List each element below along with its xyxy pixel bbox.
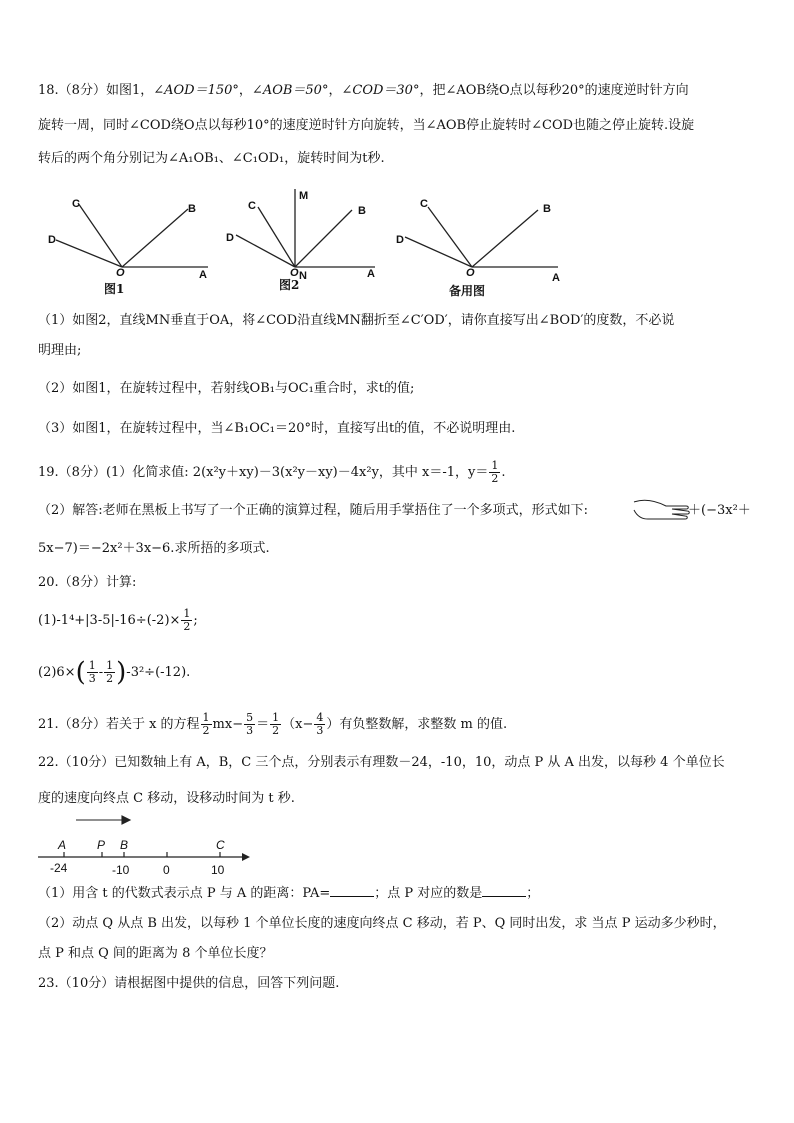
q20-title: 20.（8分）计算:: [38, 575, 137, 590]
q22-line1: 22.（10分）已知数轴上有 A，B，C 三个点，分别表示有理数－24，-10，10，动点 P 从 A 出发，以每秒 4 个单位长: [38, 755, 725, 770]
q21-line: 21.（8分）若关于 x 的方程 $\frac{1}{2}$ mx− $\frac{5}{3}$ ＝ $\frac{1}{2}$ （x− $\frac{4}{3}$ ）有负整数解，求整数 m 的值.: [38, 711, 508, 737]
figure-1-caption: 图1: [104, 282, 125, 296]
axis-arrow: [242, 853, 250, 861]
q19-line2: （2）解答:老师在黑板上书写了一个正确的演算过程，随后用手掌捂住了一个多项式，形式如下:: [38, 503, 589, 518]
q18-part2: （2）如图1，在旋转过程中，若射线OB₁与OC₁重合时，求t的值;: [38, 381, 415, 396]
svg-text:C: C: [420, 198, 428, 210]
q22-line2: 度的速度向终点 C 移动，设移动时间为 t 秒.: [38, 791, 295, 806]
label-B: B: [120, 838, 129, 852]
q19-line1: 19.（8分）(1）化简求值: 2(x²y＋xy)－3(x²y－xy)－4x²y，其中 x＝-1，y＝ $\frac{1}{2}$ .: [38, 459, 506, 485]
q18-part1-line2: 明理由;: [38, 343, 82, 358]
figure-3-caption: 备用图: [449, 284, 486, 298]
label-P: P: [97, 838, 106, 852]
q22-part2-line1: （2）动点 Q 从点 B 出发，以每秒 1 个单位长度的速度向终点 C 移动，若 P、Q 同时出发，求 当点 P 运动多少秒时，: [38, 916, 726, 931]
q22-part2-line2: 点 P 和点 Q 间的距离为 8 个单位长度？: [38, 946, 273, 961]
svg-text:O: O: [290, 267, 299, 279]
svg-text:A: A: [367, 268, 375, 280]
tick-label-minus24: -24: [50, 861, 68, 875]
svg-text:A: A: [199, 269, 207, 281]
svg-text:C: C: [248, 200, 256, 212]
svg-text:N: N: [299, 270, 307, 282]
q20-expr2: (2)6×( $\frac{1}{3}$ - $\frac{1}{2}$ )-3²÷(-12).: [38, 657, 191, 688]
q18-part1-line1: （1）如图2，直线MN垂直于OA，将∠COD沿直线MN翻折至∠C′OD′，请你直接写出∠BOD′的度数，不必说: [38, 313, 675, 328]
svg-text:B: B: [188, 203, 196, 215]
svg-text:B: B: [543, 203, 551, 215]
q19-line3: 5x−7)＝−2x²＋3x−6.求所捂的多项式.: [38, 541, 270, 556]
q18-line1: 18.（8分）如图1，∠AOD＝150°，∠AOB＝50°，∠COD＝30°，把∠AOB绕O点以每秒20°的速度逆时针方向: [38, 83, 689, 98]
answer-blank-pa[interactable]: [330, 884, 374, 897]
label-C: C: [216, 838, 225, 852]
number-line: [30, 812, 260, 878]
q18-line3: 转后的两个角分别记为∠A₁OB₁、∠C₁OD₁，旋转时间为t秒.: [38, 151, 385, 166]
svg-text:C: C: [72, 198, 80, 210]
figure-2-caption: 图2: [279, 278, 300, 292]
svg-text:M: M: [299, 190, 309, 202]
q23-line1: 23.（10分）请根据图中提供的信息，回答下列问题.: [38, 976, 340, 991]
tick-label-minus10: -10: [112, 863, 130, 877]
svg-text:D: D: [226, 232, 234, 244]
q20-expr1: (1)-1⁴+|3-5|-16÷(-2)× $\frac{1}{2}$ ;: [38, 607, 198, 633]
svg-text:B: B: [358, 205, 366, 217]
q18-part3: （3）如图1，在旋转过程中，当∠B₁OC₁＝20°时，直接写出t的值，不必说明理由.: [38, 421, 516, 436]
tick-label-0: 0: [163, 863, 170, 877]
figure-3: [405, 207, 558, 267]
hand-icon: [632, 496, 690, 522]
motion-arrow: [76, 816, 130, 824]
figure-1: [56, 203, 208, 267]
svg-text:D: D: [396, 234, 404, 246]
q22-part1: （1）用含 t 的代数式表示点 P 与 A 的距离：PA= ；点 P 对应的数是 ；: [38, 886, 540, 901]
svg-text:A: A: [552, 272, 560, 284]
svg-text:O: O: [466, 267, 475, 279]
fraction-half: $\frac{1}{2}$: [491, 459, 499, 485]
q19-line2-tail: ＋(−3x²＋: [688, 503, 751, 518]
label-A: A: [58, 838, 67, 852]
svg-text:O: O: [116, 267, 125, 279]
svg-text:D: D: [48, 234, 56, 246]
answer-blank-p[interactable]: [482, 884, 526, 897]
tick-label-10: 10: [211, 863, 225, 877]
q18-line2: 旋转一周，同时∠COD绕O点以每秒10°的速度逆时针方向旋转，当∠AOB停止旋转时∠COD也随之停止旋转.设旋: [38, 118, 695, 133]
